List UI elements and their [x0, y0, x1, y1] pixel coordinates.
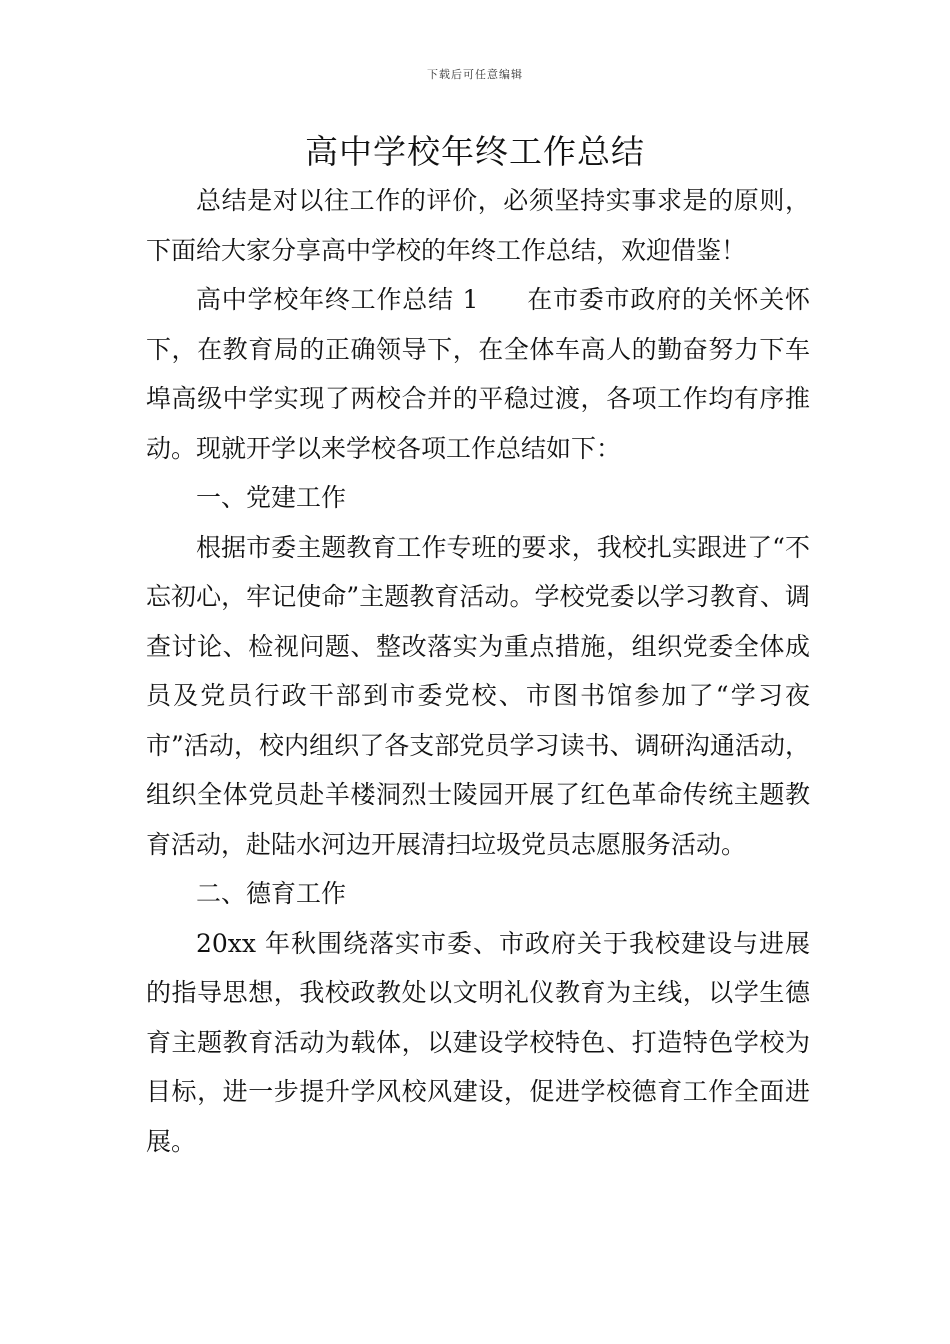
section1-title: 高中学校年终工作总结 1	[196, 285, 479, 314]
section1-paragraph	[146, 275, 810, 473]
heading-moral-education: 二、德育工作	[196, 879, 347, 908]
document-title: 高中学校年终工作总结	[305, 132, 645, 171]
section1-text: 在市委市政府的关怀关怀下，在教育局的正确领导下，在全体车高人的勤奋努力下车埠高级中学实现了两校合并的平稳过渡，各项工作均有序推动。现就开学以来学校各项工作总结如下：	[146, 285, 810, 463]
party-building-paragraph: 根据市委主题教育工作专班的要求，我校扎实跟进了“不忘初心，牢记使命”主题教育活动。学校党委以学习教育、调查讨论、检视问题、整改落实为重点措施，组织党委全体成员及党员行政干部到市委党校、市图书馆参加了“学习夜市”活动，校内组织了各支部党员学习读书、调研沟通活动，组织全体党员赴羊楼洞烈士陵园开展了红色革命传统主题教育活动，赴陆水河边开展清扫垃圾党员志愿服务活动。	[146, 532, 810, 859]
intro-paragraph: 总结是对以往工作的评价，必须坚持实事求是的原则，下面给大家分享高中学校的年终工作总结，欢迎借鉴！	[146, 186, 810, 265]
heading-party-building: 一、党建工作	[196, 483, 347, 512]
document-body	[146, 176, 810, 1166]
header-note: 下载后可任意编辑	[427, 68, 523, 81]
moral-education-paragraph: 20xx 年秋围绕落实市委、市政府关于我校建设与进展的指导思想，我校政教处以文明礼仪教育为主线，以学生德育主题教育活动为载体，以建设学校特色、打造特色学校为目标，进一步提升学风校风建设，促进学校德育工作全面进展。	[146, 928, 810, 1156]
